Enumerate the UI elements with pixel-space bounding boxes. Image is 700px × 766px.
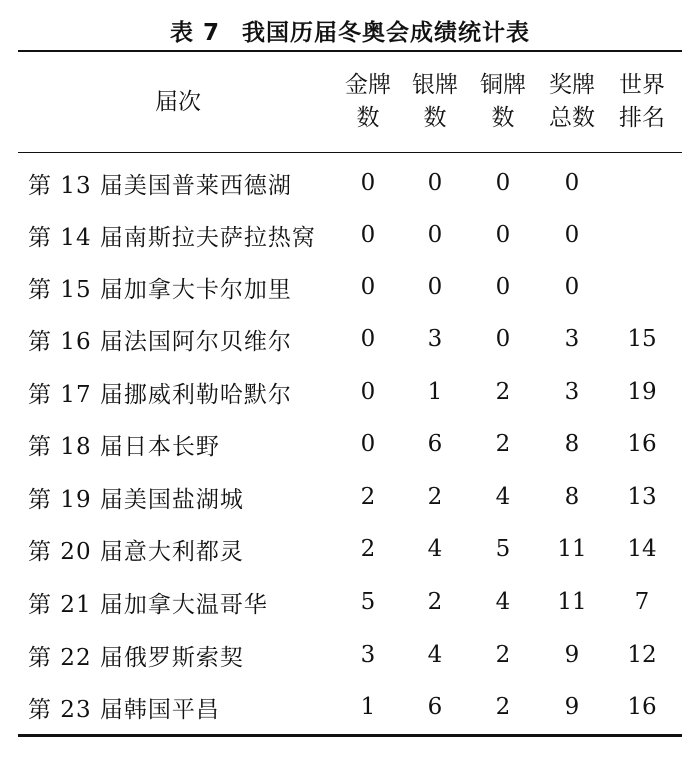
table-row — [18, 471, 682, 523]
cell-total: 11 — [557, 536, 587, 562]
cell-bronze: 0 — [495, 326, 511, 352]
cell-silver: 6 — [427, 694, 443, 720]
cell-silver: 6 — [427, 431, 443, 457]
cell-silver: 0 — [427, 274, 443, 300]
cell-session: 第 15 届加拿大卡尔加里 — [28, 276, 292, 303]
header-total — [536, 52, 608, 152]
cell-rank: 16 — [627, 694, 657, 720]
table-row — [18, 629, 682, 681]
cell-silver: 1 — [427, 379, 443, 405]
cell-bronze: 0 — [495, 170, 511, 196]
cell-rank: 16 — [627, 431, 657, 457]
cell-gold: 0 — [360, 170, 376, 196]
cell-bronze: 4 — [495, 589, 511, 615]
cell-total: 8 — [564, 431, 580, 457]
table-row — [18, 418, 682, 470]
table-title — [0, 14, 700, 47]
cell-total: 9 — [564, 642, 580, 668]
header-total-line1: 奖牌 — [549, 72, 595, 98]
header-bronze-line1: 铜牌 — [480, 72, 526, 98]
cell-gold: 5 — [360, 589, 376, 615]
cell-gold: 0 — [360, 326, 376, 352]
header-gold-line2: 数 — [356, 105, 380, 131]
header-total-line2: 总数 — [549, 105, 595, 131]
header-bronze-line2: 数 — [491, 105, 515, 131]
cell-rank: 15 — [627, 326, 657, 352]
cell-session: 第 19 届美国盐湖城 — [28, 486, 244, 513]
cell-total: 3 — [564, 326, 580, 352]
cell-bronze: 0 — [495, 274, 511, 300]
header-silver-line2: 数 — [423, 105, 447, 131]
cell-rank — [606, 261, 678, 313]
cell-silver: 0 — [427, 170, 443, 196]
bottom-rule — [18, 734, 682, 737]
header-rule — [18, 152, 682, 153]
cell-total: 9 — [564, 694, 580, 720]
cell-gold: 0 — [360, 274, 376, 300]
cell-session: 第 21 届加拿大温哥华 — [28, 591, 268, 618]
cell-gold: 0 — [360, 222, 376, 248]
cell-session: 第 16 届法国阿尔贝维尔 — [28, 328, 292, 355]
table-row — [18, 681, 682, 733]
cell-session: 第 20 届意大利都灵 — [28, 538, 244, 565]
header-rank — [606, 52, 678, 152]
table-row — [18, 576, 682, 628]
cell-gold: 0 — [360, 379, 376, 405]
cell-gold: 2 — [360, 484, 376, 510]
cell-gold: 0 — [360, 431, 376, 457]
cell-rank — [606, 209, 678, 261]
table-row — [18, 366, 682, 418]
cell-gold: 3 — [360, 642, 376, 668]
cell-session: 第 22 届俄罗斯索契 — [28, 644, 244, 671]
cell-total: 11 — [557, 589, 587, 615]
cell-silver: 2 — [427, 589, 443, 615]
table-row — [18, 209, 682, 261]
cell-silver: 4 — [427, 642, 443, 668]
cell-session: 第 18 届日本长野 — [28, 433, 220, 460]
cell-bronze: 5 — [495, 536, 511, 562]
cell-bronze: 2 — [495, 694, 511, 720]
header-gold-line1: 金牌 — [345, 72, 391, 98]
cell-silver: 4 — [427, 536, 443, 562]
cell-session: 第 17 届挪威利勒哈默尔 — [28, 381, 292, 408]
cell-rank: 14 — [627, 536, 657, 562]
cell-silver: 0 — [427, 222, 443, 248]
header-gold — [333, 52, 403, 152]
cell-session: 第 23 届韩国平昌 — [28, 696, 220, 723]
cell-bronze: 0 — [495, 222, 511, 248]
table-row — [18, 313, 682, 365]
cell-rank — [606, 157, 678, 209]
header-silver — [400, 52, 470, 152]
header-rank-line2: 排名 — [619, 105, 665, 131]
header-silver-line1: 银牌 — [412, 72, 458, 98]
cell-silver: 3 — [427, 326, 443, 352]
cell-gold: 1 — [360, 694, 376, 720]
cell-rank: 7 — [634, 589, 650, 615]
cell-bronze: 4 — [495, 484, 511, 510]
header-bronze — [468, 52, 538, 152]
cell-total: 8 — [564, 484, 580, 510]
header-rank-line1: 世界 — [619, 72, 665, 98]
cell-bronze: 2 — [495, 642, 511, 668]
cell-rank: 12 — [627, 642, 657, 668]
table-row — [18, 261, 682, 313]
header-session-label: 届次 — [155, 88, 201, 115]
table-caption: 我国历届冬奥会成绩统计表 — [242, 20, 530, 46]
cell-gold: 2 — [360, 536, 376, 562]
cell-total: 0 — [564, 274, 580, 300]
cell-silver: 2 — [427, 484, 443, 510]
cell-total: 0 — [564, 222, 580, 248]
cell-total: 0 — [564, 170, 580, 196]
table-header — [18, 52, 682, 152]
cell-bronze: 2 — [495, 379, 511, 405]
cell-session: 第 14 届南斯拉夫萨拉热窝 — [28, 224, 316, 251]
cell-total: 3 — [564, 379, 580, 405]
cell-bronze: 2 — [495, 431, 511, 457]
table-row — [18, 523, 682, 575]
cell-session: 第 13 届美国普莱西德湖 — [28, 172, 292, 199]
header-session — [18, 52, 338, 152]
cell-rank: 19 — [627, 379, 657, 405]
table-row — [18, 157, 682, 209]
table-number: 表 7 — [169, 20, 220, 46]
cell-rank: 13 — [627, 484, 657, 510]
